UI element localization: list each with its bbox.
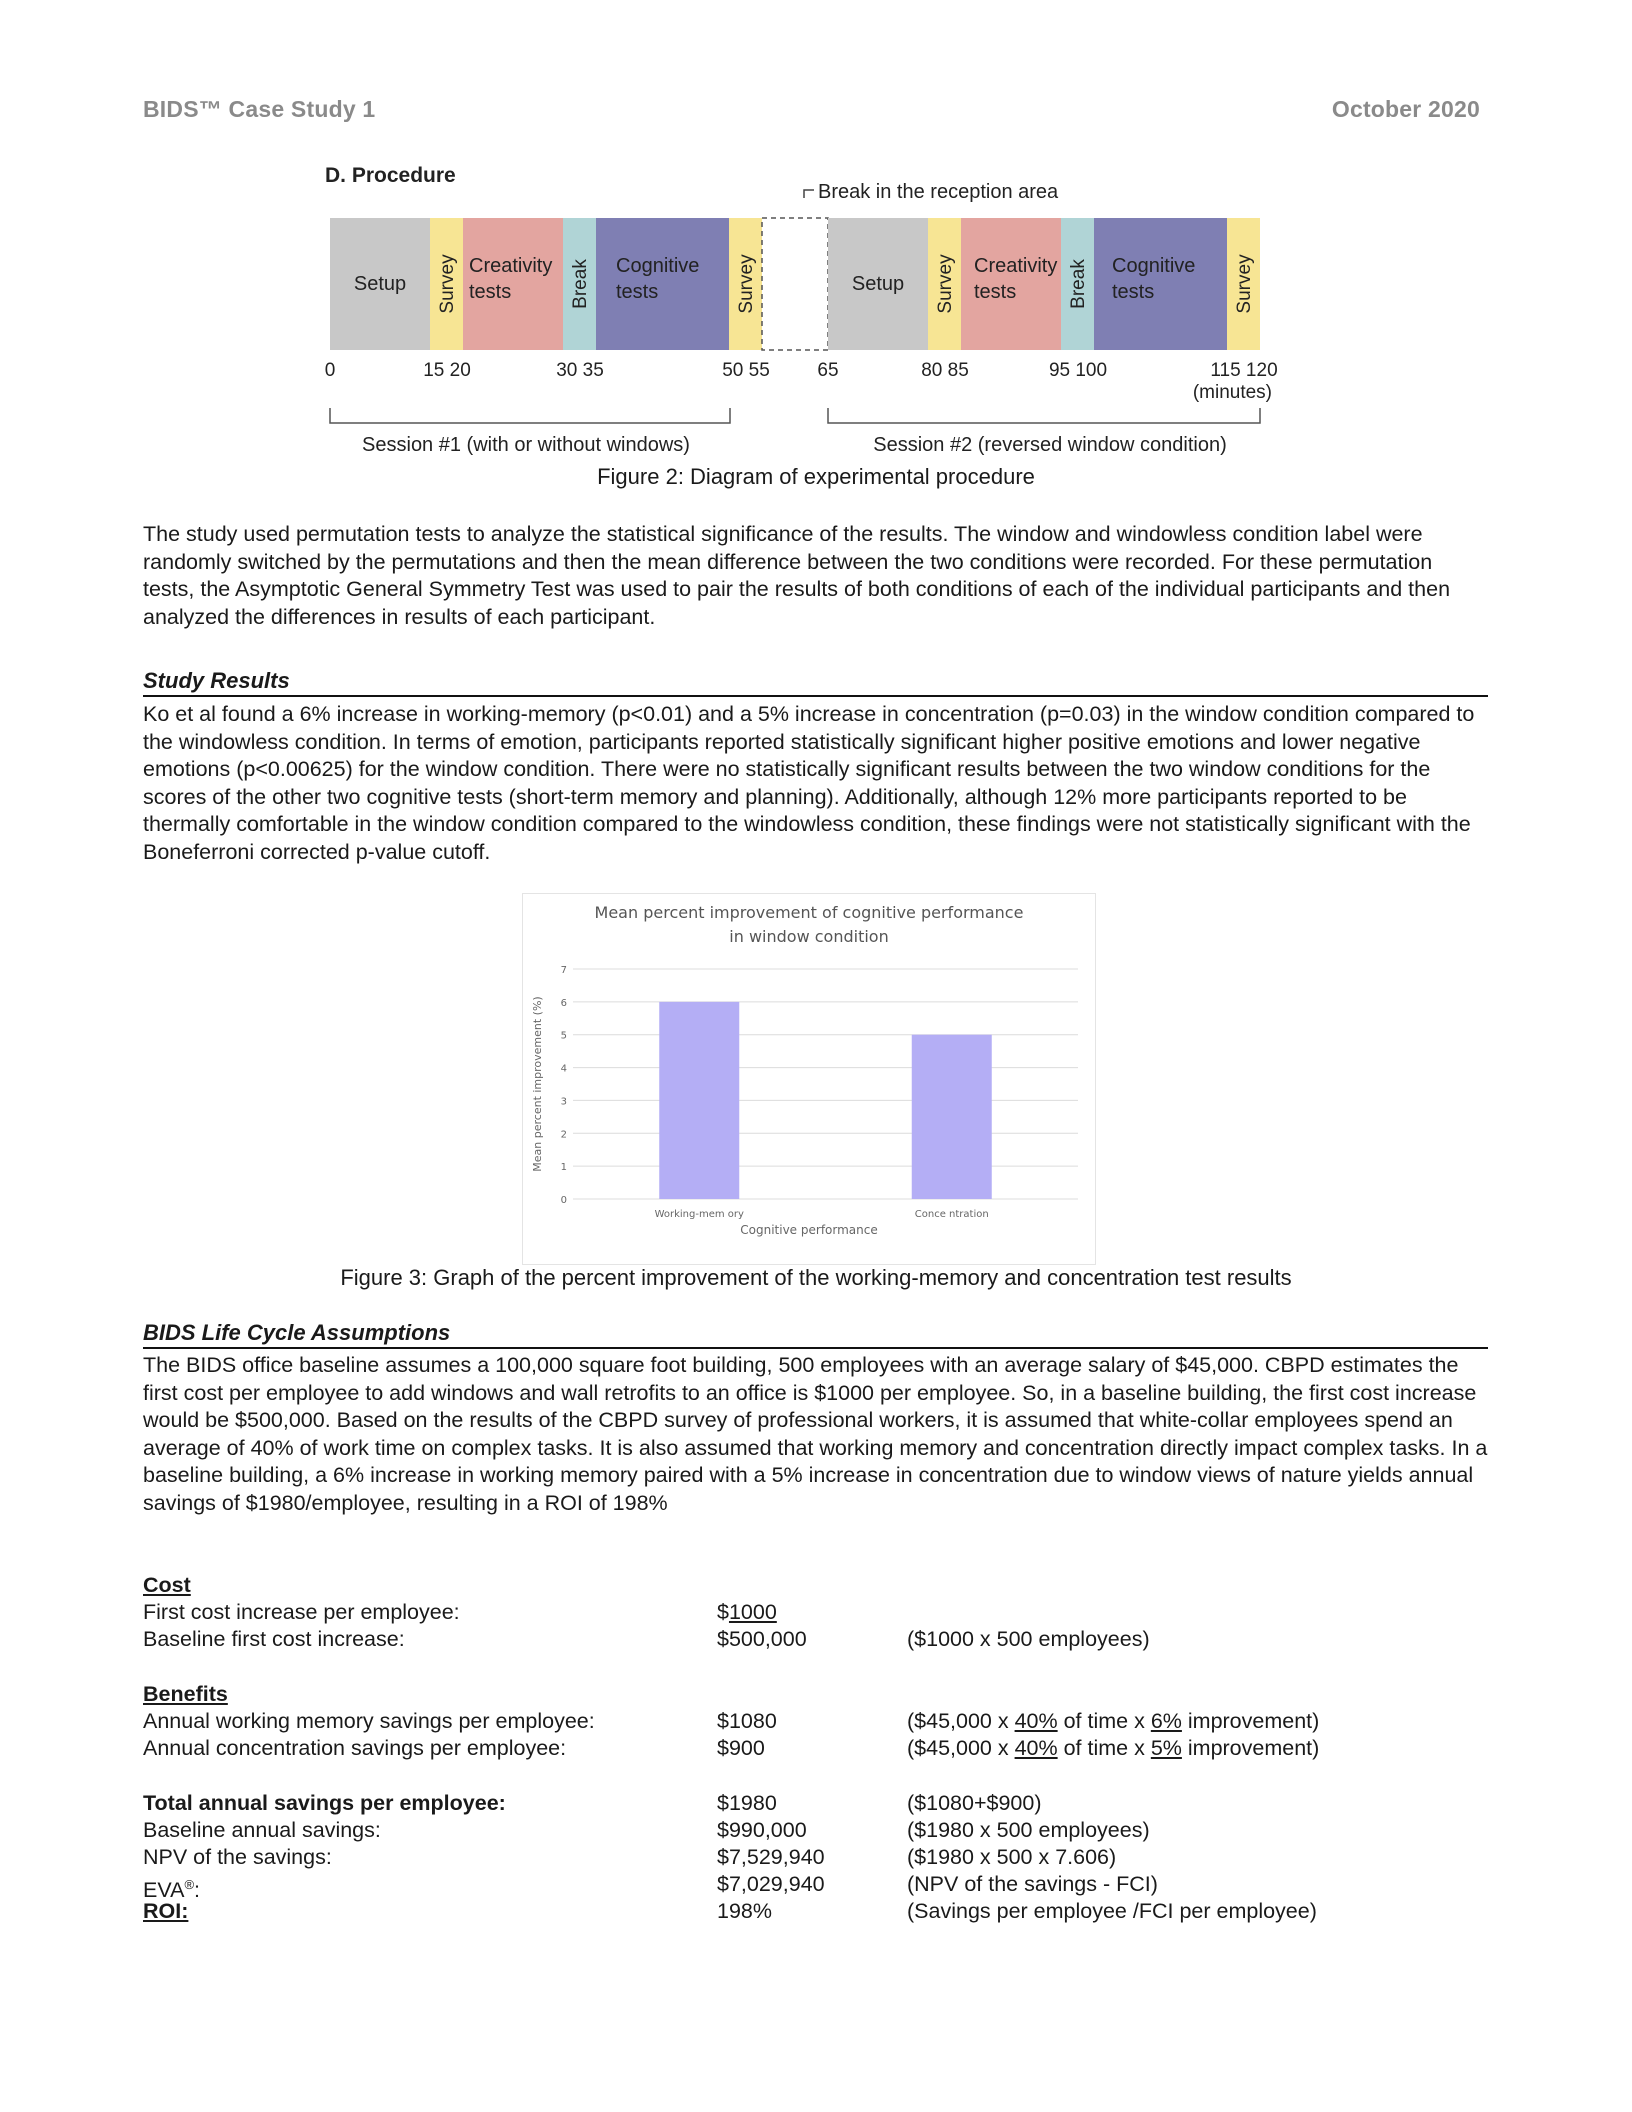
label-creativity-1: Creativity [469, 255, 553, 277]
npv-row [143, 1844, 1488, 1872]
label-survey-1b: Survey [736, 254, 757, 314]
eva-note: (NPV of the savings - FCI) [907, 1872, 1158, 1896]
wm-savings-note: ($45,000 x 40% of time x 6% improvement) [907, 1709, 1320, 1733]
y-tick-label: 5 [560, 1030, 567, 1042]
chart-title-line-2: in window condition [729, 927, 889, 946]
first-cost-value: $1000 [717, 1600, 777, 1624]
label-break-2: Break [1068, 259, 1089, 309]
baseline-cost-label: Baseline first cost increase: [143, 1627, 405, 1651]
y-tick-label: 0 [560, 1195, 567, 1206]
y-axis-label: Mean percent improvement (%) [531, 996, 544, 1172]
header-date: October 2020 [1331, 96, 1480, 122]
label-creativity-1b: tests [469, 281, 512, 303]
label-break-1: Break [570, 259, 591, 309]
bar-concentration [912, 1035, 992, 1199]
cost-heading-row [143, 1572, 1488, 1600]
life-cycle-heading: BIDS Life Cycle Assumptions [143, 1320, 1488, 1349]
bar-working-memory [659, 1002, 739, 1199]
label-setup-2: Setup [851, 273, 905, 295]
cost-heading: Cost [143, 1573, 191, 1597]
label-cognitive-1: Cognitive [616, 255, 700, 277]
chart-title-line-1: Mean percent improvement of cognitive performance [594, 903, 1024, 922]
npv-value: $7,529,940 [717, 1845, 825, 1869]
npv-note: ($1980 x 500 x 7.606) [907, 1845, 1117, 1869]
label-creativity-2: Creativity [974, 255, 1058, 277]
conc-savings-label: Annual concentration savings per employee: [143, 1736, 567, 1760]
study-results-paragraph: Ko et al found a 6% increase in working-memory (p<0.01) and a 5% increase in concentration (p=0.03) in the window condition compared to the windowless condition. In terms of emotion, participants reported statistically significant higher positive emotions and lower negative emotions (p<0.00625) for the window condition. There were no statistically significant results between the two window conditions for the scores of the other two cognitive tests (short-term memory and planning). Additionally, although 12% more participants reported to be thermally comfortable in the window condition compared to the windowless condition, these findings were not statistically significant with the Boneferroni corrected p-value cutoff. [143, 702, 1475, 864]
label-cognitive-2b: tests [1112, 281, 1155, 303]
tick-30-35: 30 35 [556, 360, 604, 381]
y-tick-label: 3 [560, 1096, 567, 1108]
benefits-heading-row [143, 1681, 1488, 1709]
wm-savings-label: Annual working memory savings per employee: [143, 1709, 595, 1733]
tick-80-85: 80 85 [921, 360, 969, 381]
procedure-title: D. Procedure [325, 164, 456, 187]
wm-savings-row [143, 1708, 1488, 1736]
methods-paragraph: The study used permutation tests to analyze the statistical significance of the results. The window and windowless condition label were randomly switched by the permutations and then the mean difference between the two conditions were recorded. For these permutation tests, the Asymptotic General Symmetry Test was used to pair the results of both conditions of each of the individual participants and then analyzed the differences in results of each participant. [143, 522, 1451, 629]
block-break-area [762, 218, 828, 350]
label-cognitive-2: Cognitive [1112, 255, 1196, 277]
baseline-savings-value: $990,000 [717, 1818, 807, 1842]
first-cost-row [143, 1599, 1488, 1627]
chart-container [522, 893, 1096, 1265]
y-tick-label: 1 [560, 1162, 567, 1174]
total-savings-label: Total annual savings per employee: [143, 1791, 506, 1815]
bar-chart [523, 894, 1095, 1264]
first-cost-label: First cost increase per employee: [143, 1600, 460, 1624]
baseline-cost-note: ($1000 x 500 employees) [907, 1627, 1150, 1651]
tick-15-20: 15 20 [423, 360, 471, 381]
label-survey-1a: Survey [437, 254, 458, 314]
y-tick-label: 7 [560, 965, 567, 976]
tick-65: 65 [817, 360, 839, 381]
baseline-cost-value: $500,000 [717, 1627, 807, 1651]
eva-row [143, 1871, 1488, 1903]
eva-label: EVA®: [143, 1877, 201, 1903]
baseline-savings-label: Baseline annual savings: [143, 1818, 381, 1842]
conc-savings-row [143, 1735, 1488, 1763]
conc-savings-value: $900 [717, 1736, 765, 1760]
roi-value: 198% [717, 1899, 772, 1923]
label-survey-2a: Survey [935, 254, 956, 314]
y-tick-label: 2 [560, 1129, 567, 1141]
total-savings-value: $1980 [717, 1791, 777, 1815]
baseline-cost-row [143, 1626, 1488, 1654]
tick-95-100: 95 100 [1048, 360, 1108, 381]
label-cognitive-1b: tests [616, 281, 659, 303]
label-creativity-2b: tests [974, 281, 1017, 303]
study-results-heading: Study Results [143, 668, 1488, 697]
y-tick-label: 4 [560, 1063, 567, 1075]
eva-value: $7,029,940 [717, 1872, 825, 1896]
baseline-savings-note: ($1980 x 500 employees) [907, 1818, 1150, 1842]
tick-115-120: 115 120 [1210, 360, 1278, 381]
label-setup-1: Setup [353, 273, 407, 295]
header-title: BIDS™ Case Study 1 [143, 96, 376, 122]
break-area-label: Break in the reception area [818, 181, 1059, 203]
label-survey-2b: Survey [1234, 254, 1255, 314]
roi-label: ROI: [143, 1899, 189, 1923]
npv-label: NPV of the savings: [143, 1845, 332, 1869]
figure-3-caption: Figure 3: Graph of the percent improvement of the working-memory and concentration test results [340, 1265, 1292, 1290]
procedure-diagram [320, 158, 1320, 458]
session-1-label: Session #1 (with or without windows) [362, 434, 690, 456]
session-2-label: Session #2 (reversed window condition) [873, 434, 1227, 456]
wm-savings-value: $1080 [717, 1709, 777, 1733]
baseline-savings-row [143, 1817, 1488, 1845]
tick-0: 0 [324, 360, 336, 381]
total-savings-row [143, 1790, 1488, 1818]
life-cycle-paragraph: The BIDS office baseline assumes a 100,000 square foot building, 500 employees with an average salary of $45,000. CBPD estimates the first cost per employee to add windows and wall retrofits to an office is $1000 per employee. So, in a baseline building, the first cost increase would be $500,000. Based on the results of the CBPD survey of professional workers, it is assumed that white-collar employees spend an average of 40% of work time on complex tasks. It is also assumed that working memory and concentration directly impact complex tasks. In a baseline building, a 6% increase in working memory paired with a 5% increase in concentration due to window views of nature yields annual savings of $1980/employee, resulting in a ROI of 198% [143, 1353, 1488, 1515]
tick-50-55: 50 55 [722, 360, 770, 381]
figure-2-caption: Figure 2: Diagram of experimental procedure [597, 464, 1035, 489]
x-tick-label: Working-mem ory [654, 1209, 744, 1220]
x-axis-label: Cognitive performance [740, 1223, 878, 1237]
tick-unit: (minutes) [1192, 382, 1272, 403]
conc-savings-note: ($45,000 x 40% of time x 5% improvement) [907, 1736, 1320, 1760]
total-savings-note: ($1080+$900) [907, 1791, 1042, 1815]
benefits-heading: Benefits [143, 1682, 228, 1706]
x-tick-label: Conce ntration [914, 1209, 989, 1220]
y-tick-label: 6 [560, 997, 567, 1009]
roi-row [143, 1898, 1488, 1926]
roi-note: (Savings per employee /FCI per employee) [907, 1899, 1317, 1923]
